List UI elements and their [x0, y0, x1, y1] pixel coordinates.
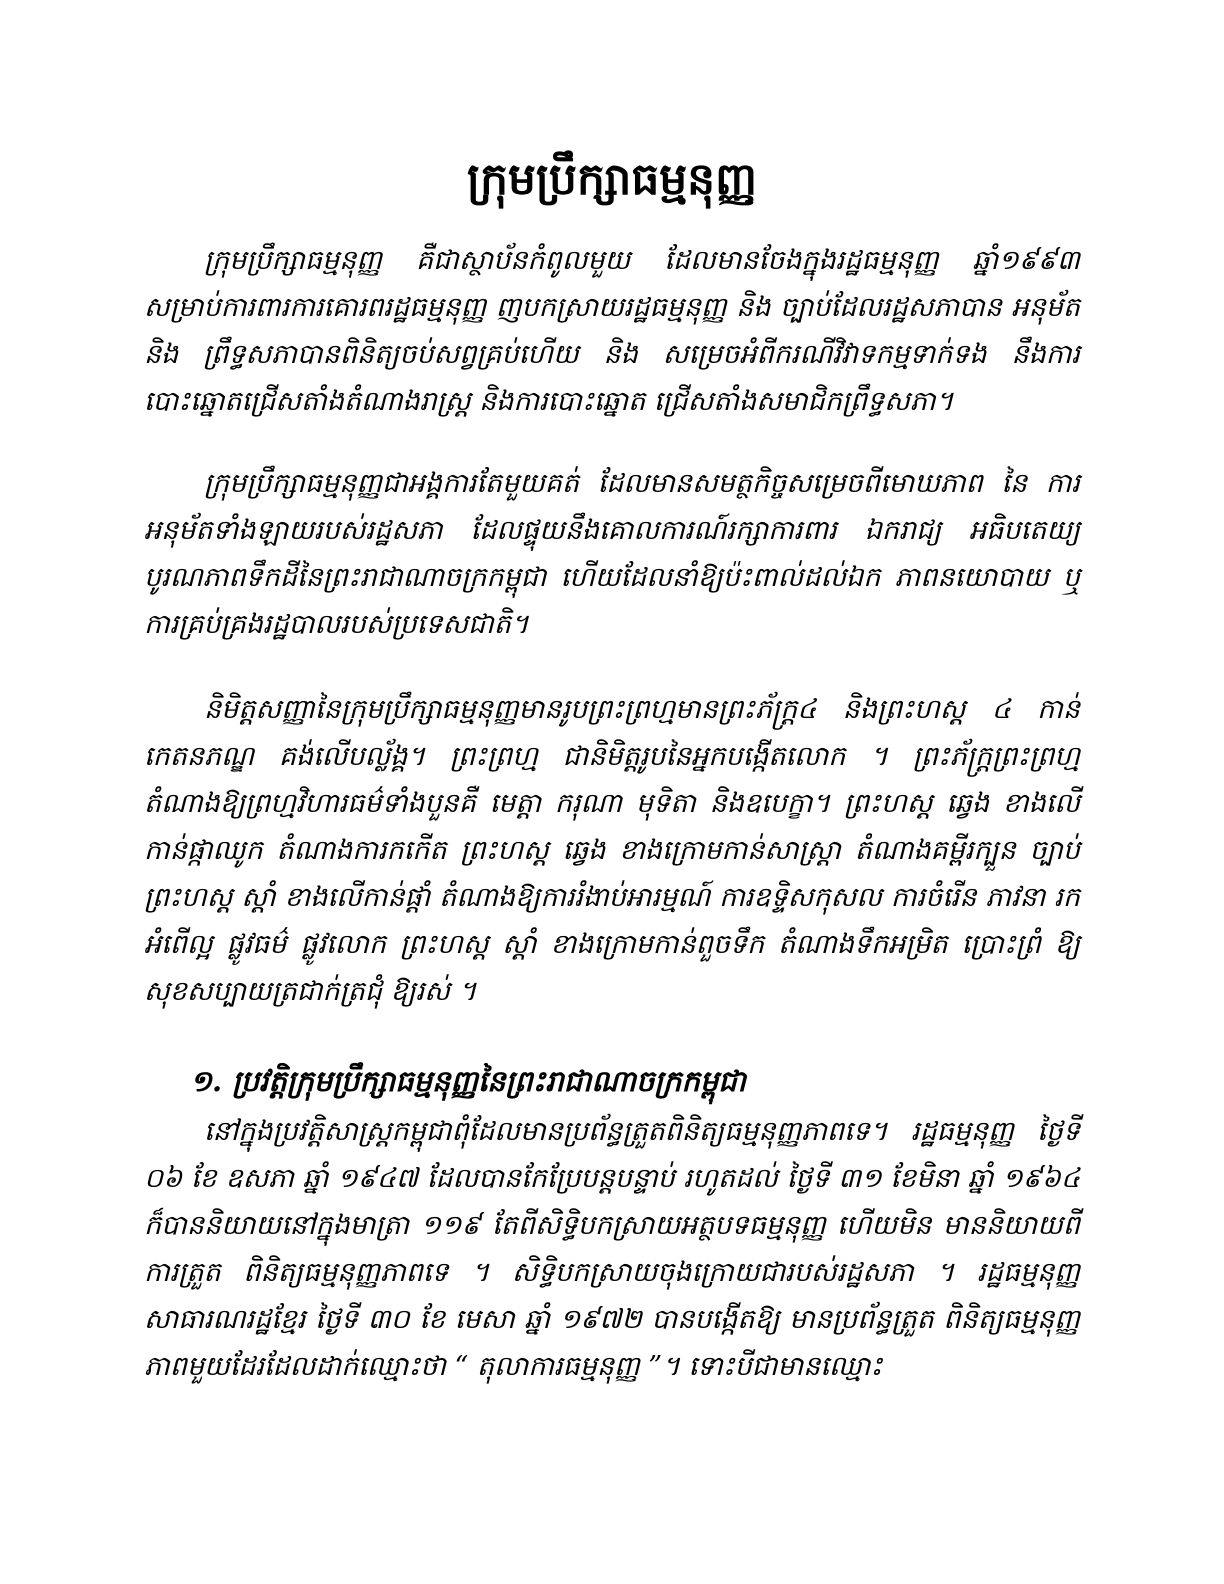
paragraph-authority: ក្រុមប្រឹក្សាធម្មនុញ្ញជាអង្គការតែមួយគត់ ដែលមានសមត្ថកិច្ចសម្រេចពីមោឃភាព នៃ ការអនុម័តទាំងឡាយរបស់រដ្ឋសភា ដែលផ្ទុយនឹងគោលការណ៍រក្សាការពារ ឯករាជ្យ អធិបតេយ្យ បូរណភាពទឹកដីនៃព្រះរាជាណាចក្រកម្ពុជា ហើយដែលនាំឱ្យប៉ះពាល់ដល់ឯក ភាពនយោបាយ ឬ ការគ្រប់គ្រងរដ្ឋបាលរបស់ប្រទេសជាតិ។ [144, 468, 1080, 640]
paragraph-history: នៅក្នុងប្រវត្តិសាស្ត្រកម្ពុជាពុំដែលមានប្រព័ន្ធត្រួតពិនិត្យធម្មនុញ្ញភាពទេ។ រដ្ឋធម្មនុញ្ញ ថ្ងៃទី ០៦ ខែ ឧសភា ឆ្នាំ ១៩៤៧ ដែលបានកែប្រែបន្តបន្ទាប់ រហូតដល់ ថ្ងៃទី ៣១ ខែមិនា ឆ្នាំ ១៩៦៤ ក៏បាននិយាយនៅក្នុងមាត្រា ១១៩ តែពីសិទ្ធិបកស្រាយអត្ថបទធម្មនុញ្ញ ហើយមិន មាននិយាយពីការត្រួត ពិនិត្យធម្មនុញ្ញភាពទេ ។ សិទ្ធិបកស្រាយចុងក្រោយជារបស់រដ្ឋសភា ។ រដ្ឋធម្មនុញ្ញសាធារណរដ្ឋខ្មែរ ថ្ងៃទី ៣០ ខែ មេសា ឆ្នាំ ១៩៧២ បានបង្កើតឱ្យ មានប្រព័ន្ធត្រួត ពិនិត្យធម្មនុញ្ញភាពមួយដែរដែលដាក់ឈ្មោះថា “ តុលាការធម្មនុញ្ញ ”។ ទោះបីជាមានឈ្មោះ [144, 1116, 1080, 1382]
page-title: ក្រុមប្រឹក្សាធម្មនុញ្ញ [466, 154, 758, 205]
paragraph-emblem: និមិត្តសញ្ញានៃក្រុមប្រឹក្សាធម្មនុញ្ញមានរូបព្រះព្រហ្មមានព្រះភ័ក្ត្រ៤ និងព្រះហស្ត ៤ កាន់ កេតនភណ្ឌ គង់លើបល្ល័ង្គ។ ព្រះព្រហ្ម ជានិមិត្តរូបនៃអ្នកបង្កើតលោក ។ ព្រះភ័ក្ត្រព្រះព្រហ្ម តំណាងឱ្យព្រហ្មវិហារធម៌ទាំងបួនគឺ មេត្តា ករុណា មុទិតា និងឧបេក្ខា។ ព្រះហស្ត ឆ្វេង ខាងលើ កាន់ផ្កាឈូក តំណាងការកកើត ព្រះហស្ត ឆ្វេង ខាងក្រោមកាន់សាស្ត្រា តំណាងគម្ពីរក្បួន ច្បាប់ ព្រះហស្ត ស្តាំ ខាងលើកាន់ផ្តាំ តំណាងឱ្យការរំងាប់អារម្មណ៍ ការឧទ្ទិសកុសល ការចំរើន ភាវនា រកអំពើល្អ ផ្លូវធម៌ ផ្លូវលោក ព្រះហស្ត ស្តាំ ខាងក្រោមកាន់ពួចទឹក តំណាងទឹកអម្រិត ប្រោះព្រំ ឱ្យសុខសប្បាយត្រជាក់ត្រជុំ ឱ្យរស់ ។ [144, 694, 1080, 1007]
section-heading-history: ១. ប្រវត្តិក្រុមប្រឹក្សាធម្មនុញ្ញនៃព្រះរាជាណាចក្រកម្ពុជា [190, 1064, 746, 1098]
paragraph-intro: ក្រុមប្រឹក្សាធម្មនុញ្ញ គឺជាស្ថាប័នកំពូលមួយ ដែលមានចែងក្នុងរដ្ឋធម្មនុញ្ញ ឆ្នាំ១៩៩៣ សម្រាប់ការពារការគោរពរដ្ឋធម្មនុញ្ញ ញបកស្រាយរដ្ឋធម្មនុញ្ញ និង ច្បាប់ដែលរដ្ឋសភាបាន អនុម័ត និង ព្រឹទ្ធសភាបានពិនិត្យចប់សព្វគ្រប់ហើយ និង សម្រេចអំពីករណីវិវាទកម្មទាក់ទង នឹងការបោះឆ្នោតជ្រើសតាំងតំណាងរាស្ត្រ និងការបោះឆ្នោត ជ្រើសតាំងសមាជិកព្រឹទ្ធសភា។ [144, 245, 1080, 417]
